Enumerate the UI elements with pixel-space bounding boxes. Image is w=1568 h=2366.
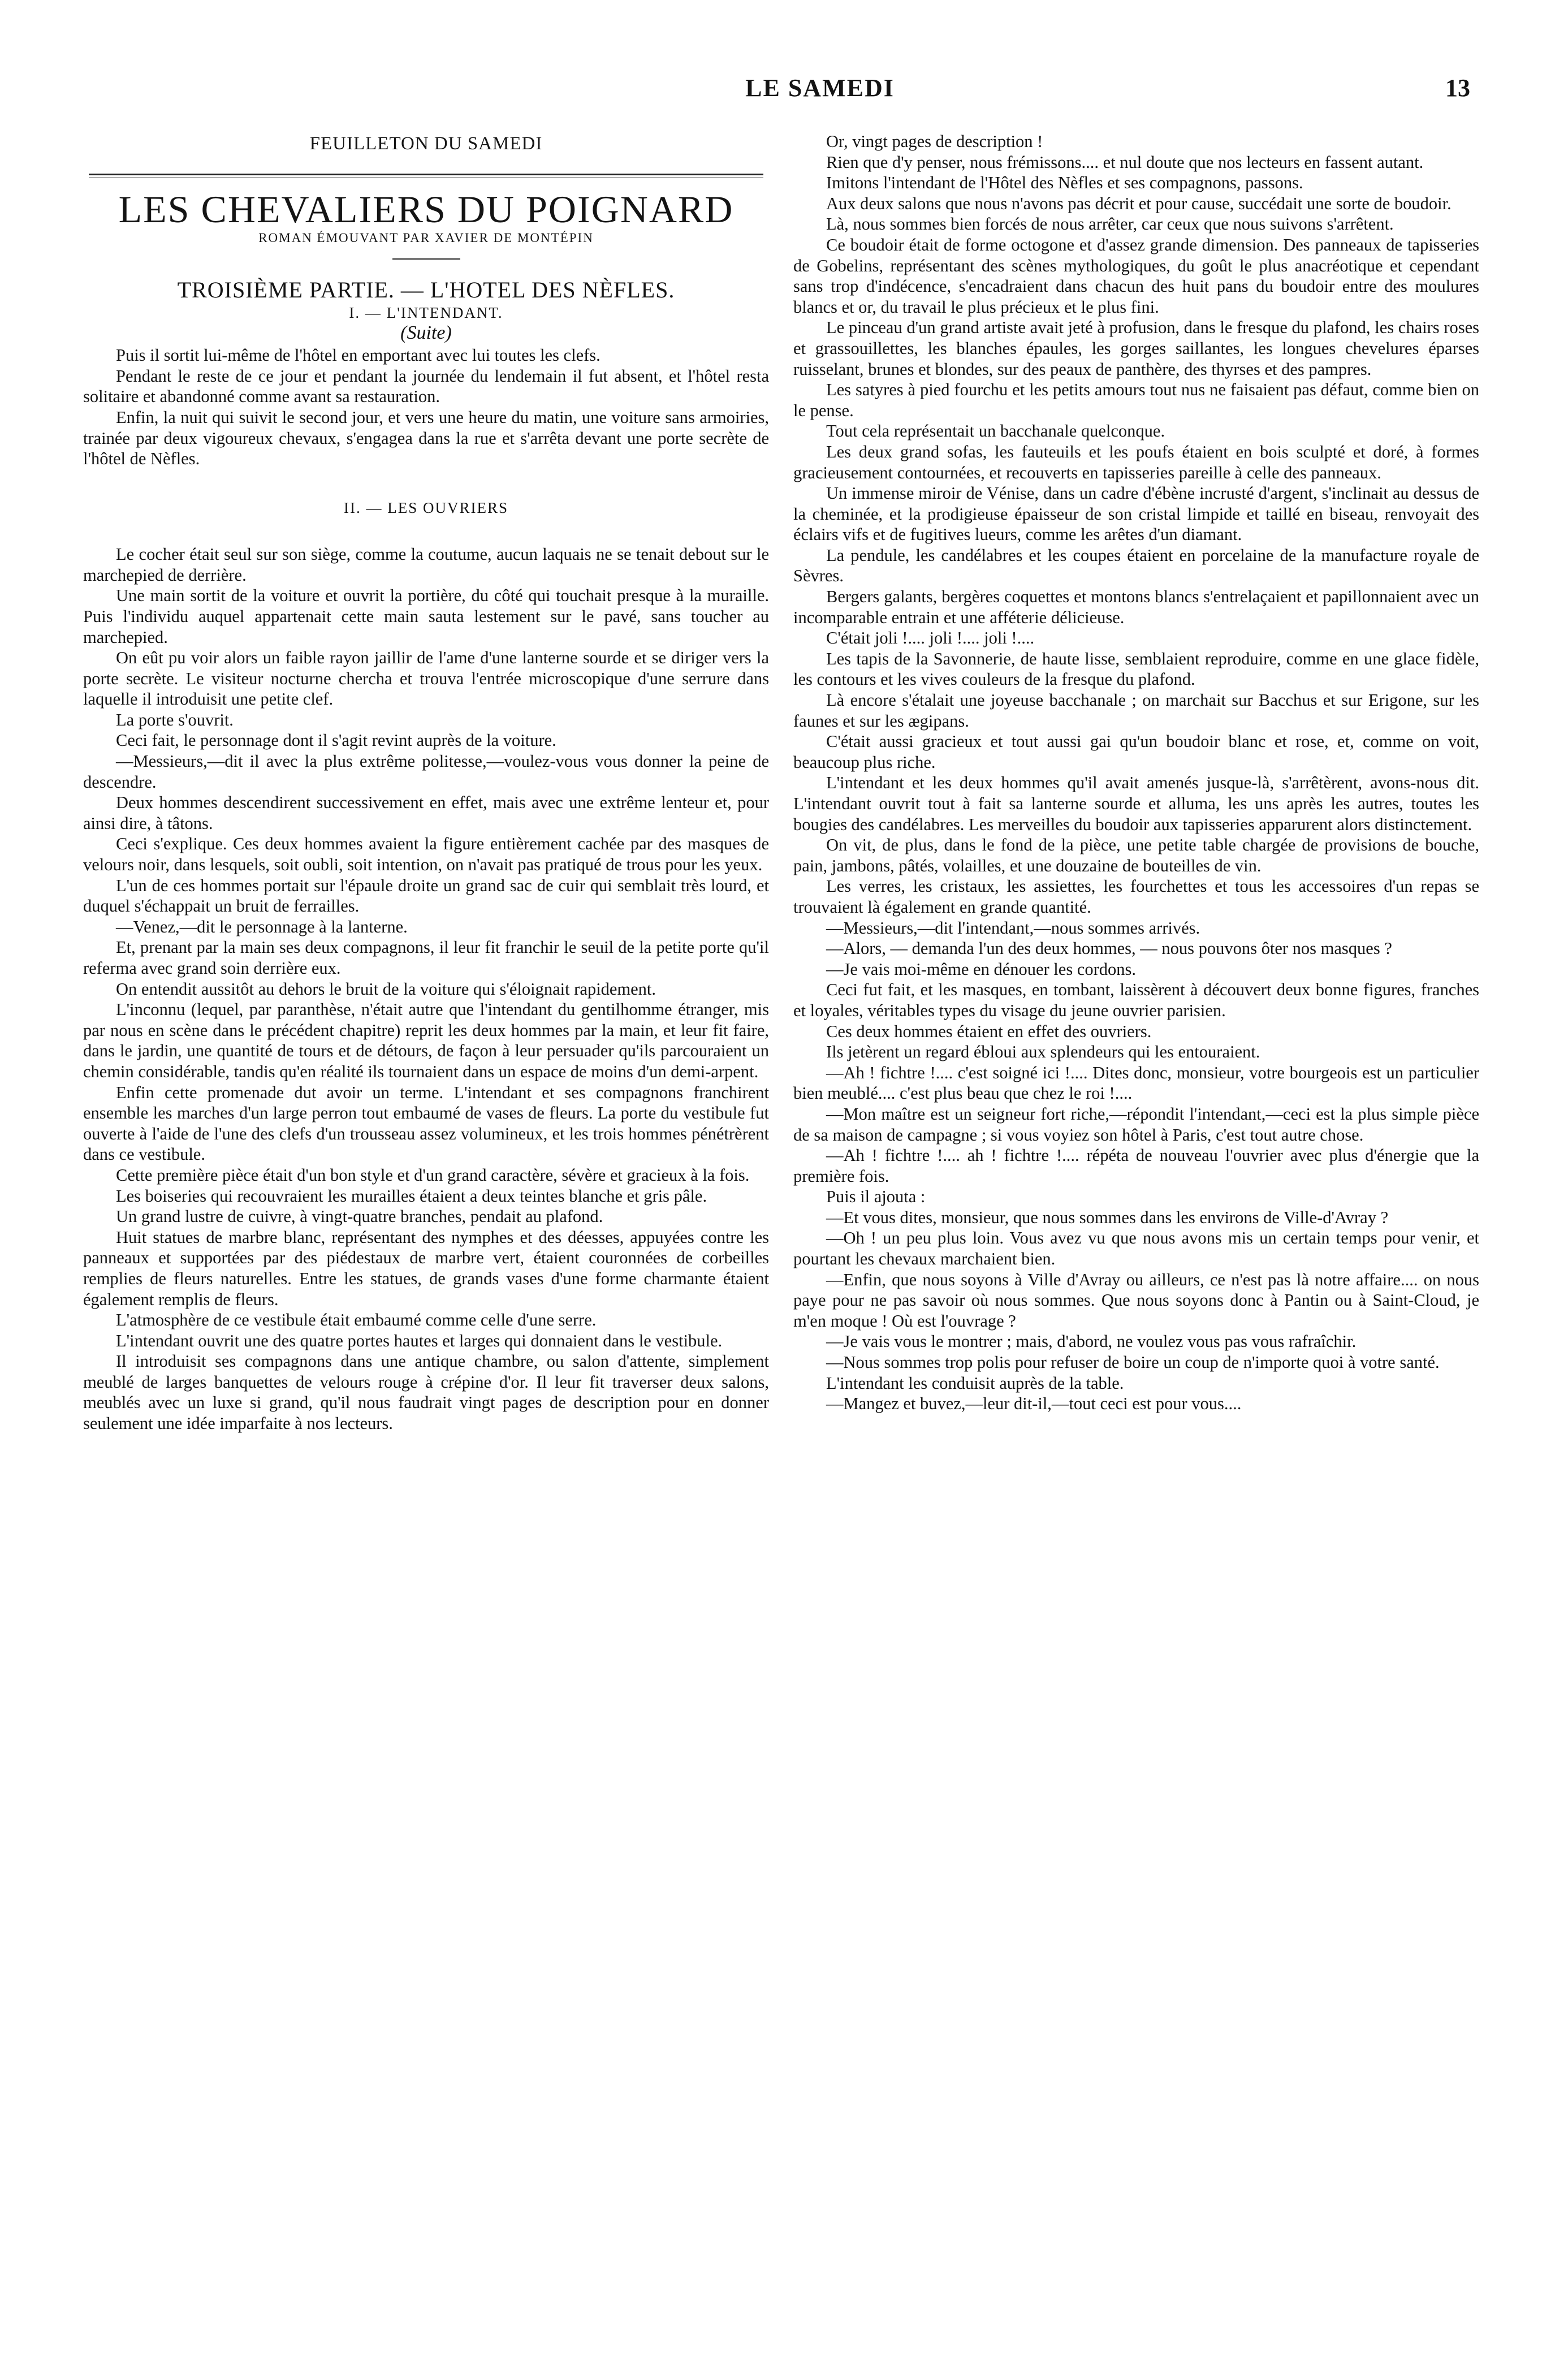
paragraph: Puis il sortit lui-même de l'hôtel en emportant avec lui toutes les clefs. <box>116 346 601 365</box>
paragraph: L'un de ces hommes portait sur l'épaule droite un grand sac de cuir qui semblait très lourd, et duquel s'échappait un bruit de ferrailles. <box>83 875 769 916</box>
chapter-two-heading: II. — LES OUVRIERS <box>344 499 508 516</box>
paragraph: —Messieurs,—dit il avec la plus extrême politesse,—voulez-vous vous donner la peine de descendre. <box>83 752 769 792</box>
feuilleton-heading: FEUILLETON DU SAMEDI <box>309 133 543 154</box>
paragraph: —Messieurs,—dit l'intendant,—nous sommes arrivés. <box>826 918 1200 938</box>
paragraph: Un immense miroir de Vénise, dans un cadre d'ébène incrusté d'argent, s'inclinait au dessus de la cheminée, et la prodigieuse épaisseur de son cristal limpide et taillé en biseau, renvoyait des éclairs vifs et de fugitives lueurs, comme les arêtes d'un diamant. <box>793 483 1479 545</box>
paragraph: Ils jetèrent un regard ébloui aux splendeurs qui les entouraient. <box>826 1042 1260 1062</box>
paragraph: —Mangez et buvez,—leur dit-il,—tout ceci est pour vous.... <box>826 1394 1242 1414</box>
paragraph: —Ah ! fichtre !.... ah ! fichtre !.... répéta de nouveau l'ouvrier avec plus d'énergie que la première fois. <box>793 1146 1479 1186</box>
novel-subtitle: ROMAN ÉMOUVANT PAR XAVIER DE MONTÉPIN <box>258 231 594 245</box>
paragraph: L'inconnu (lequel, par paranthèse, n'était autre que l'intendant du gentilhomme étranger, mis par nous en scène dans le précédent chapitre) reprit les deux hommes par la main, et leur fit faire, dans le jardin, une quantité de tours et de détours, de façon à leur persuader qu'ils parcouraient un chemin considérable, tandis qu'en réalité ils tournaient dans un espace de moins d'un demi-arpent. <box>83 1000 769 1081</box>
paragraph: Bergers galants, bergères coquettes et montons blancs s'entrelaçaient et papillonnaient avec un incomparable entrain et une afféterie délicieuse. <box>793 587 1479 627</box>
paragraph: Imitons l'intendant de l'Hôtel des Nèfles et ses compagnons, passons. <box>826 173 1303 193</box>
chapter-one-heading: I. — L'INTENDANT. <box>349 304 503 321</box>
paragraph: Enfin, la nuit qui suivit le second jour, et vers une heure du matin, une voiture sans armoiries, trainée par deux vigoureux chevaux, s'engagea dans la rue et s'arrêta devant une porte secrète de l'hôtel de Nèfles. <box>83 407 769 469</box>
novel-title: LES CHEVALIERS DU POIGNARD <box>118 187 734 231</box>
paragraph: Le pinceau d'un grand artiste avait jeté à profusion, dans le fresque du plafond, les chairs roses et grassouillettes, les blanches épaules, les gorges saillantes, les longues chevelures éparses ruisselant, brunes et blondes, sur des peaux de panthère, des thyrses et des pampres. <box>793 318 1479 379</box>
paragraph: Les satyres à pied fourchu et les petits amours tout nus ne faisaient pas défaut, comme bien on le pense. <box>793 380 1479 420</box>
paragraph: Les boiseries qui recouvraient les murailles étaient a deux teintes blanche et gris pâle. <box>116 1186 707 1206</box>
paragraph: Enfin cette promenade dut avoir un terme. L'intendant et ses compagnons franchirent ensemble les marches d'un large perron tout embaumé de vases de fleurs. La porte du vestibule fut ouverte à l'aide de l'une des clefs d'un trousseau assez volumineux, et les trois hommes pénétrèrent dans ce vestibule. <box>83 1082 769 1164</box>
paragraph: C'était aussi gracieux et tout aussi gai qu'un boudoir blanc et rose, et, comme on voit, beaucoup plus riche. <box>793 732 1479 772</box>
paragraph: L'intendant les conduisit auprès de la table. <box>826 1373 1124 1393</box>
paragraph: Ces deux hommes étaient en effet des ouvriers. <box>826 1021 1152 1041</box>
paragraph: Rien que d'y penser, nous frémissons.... et nul doute que nos lecteurs en fassent autant. <box>826 152 1424 172</box>
short-rule <box>392 258 460 260</box>
chapter-two-body <box>83 544 769 1434</box>
paragraph: Il introduisit ses compagnons dans une antique chambre, ou salon d'attente, simplement meublé de larges banquettes de velours rouge à crépine d'or. Il leur fit traverser deux salons, meublés avec un luxe si grand, qu'il nous faudrait vingt pages de description pour en donner seulement une idée imparfaite à nos lecteurs. <box>83 1352 769 1434</box>
paragraph: L'intendant ouvrit une des quatre portes hautes et larges qui donnaient dans le vestibule. <box>116 1331 723 1350</box>
paragraph: L'intendant et les deux hommes qu'il avait amenés jusque-là, s'arrêtèrent, avons-nous dit. L'intendant ouvrit tout à fait sa lanterne sourde et alluma, les uns après les autres, toutes les bougies des candélabres. Les merveilles du boudoir aux tapisseries apparurent alors distinctement. <box>793 773 1479 834</box>
paragraph: Les verres, les cristaux, les assiettes, les fourchettes et tous les accessoires d'un repas se trouvaient là également en grande quantité. <box>793 877 1479 917</box>
paragraph: Ceci s'explique. Ces deux hommes avaient la figure entièrement cachée par des masques de velours noir, dans lesquels, soit oubli, soit intention, on n'avait pas pratiqué de trous pour les yeux. <box>83 834 769 875</box>
right-column-body <box>793 131 1479 1414</box>
paragraph: Ce boudoir était de forme octogone et d'assez grande dimension. Des panneaux de tapisseries de Gobelins, représentant des scènes mythologiques, du goût le plus anacréotique et cependant sans trop d'indécence, s'encadraient dans chacun des huit pans du boudoir entre des moulures blancs et or, du travail le plus précieux et le plus fini. <box>793 235 1479 317</box>
paragraph: —Je vais moi-même en dénouer les cordons. <box>826 959 1137 979</box>
chapter-one-suite: (Suite) <box>400 322 452 344</box>
paragraph: Une main sortit de la voiture et ouvrit la portière, du côté qui touchait presque à la muraille. Puis l'individu auquel appartenait cette main sauta lestement sur le pavé, sans toucher au marchepied. <box>83 586 769 647</box>
paragraph: Cette première pièce était d'un bon style et d'un grand caractère, sévère et gracieux à la fois. <box>116 1165 750 1185</box>
page-number: 13 <box>1445 74 1470 102</box>
paragraph: L'atmosphère de ce vestibule était embaumé comme celle d'une serre. <box>116 1310 597 1330</box>
paragraph: Les deux grand sofas, les fauteuils et les poufs étaient en bois sculpté et doré, à formes gracieusement contournées, et recouverts en tapisseries pareille à celle des panneaux. <box>793 442 1479 482</box>
paragraph: —Mon maître est un seigneur fort riche,—répondit l'intendant,—ceci est la plus simple pièce de sa maison de campagne ; si vous voyiez son hôtel à Paris, c'est tout autre chose. <box>793 1104 1479 1145</box>
paragraph: —Et vous dites, monsieur, que nous sommes dans les environs de Ville-d'Avray ? <box>826 1207 1389 1227</box>
paragraph: Là encore s'étalait une joyeuse bacchanale ; on marchait sur Bacchus et sur Erigone, sur les faunes et sur les ægipans. <box>793 690 1479 731</box>
paragraph: Aux deux salons que nous n'avons pas décrit et pour cause, succédait une sorte de boudoir. <box>826 193 1452 213</box>
paragraph: C'était joli !.... joli !.... joli !.... <box>826 628 1035 648</box>
paragraph: Les tapis de la Savonnerie, de haute lisse, semblaient reproduire, comme en une glace fidèle, les contours et les vives couleurs de la fresque du plafond. <box>793 649 1479 689</box>
paragraph: Ceci fait, le personnage dont il s'agit revint auprès de la voiture. <box>116 731 556 750</box>
paragraph: Le cocher était seul sur son siège, comme la coutume, aucun laquais ne se tenait debout sur le marchepied de derrière. <box>83 545 769 585</box>
paragraph: —Alors, — demanda l'un des deux hommes, — nous pouvons ôter nos masques ? <box>826 939 1392 959</box>
paragraph: Or, vingt pages de description ! <box>826 132 1043 151</box>
paragraph: —Venez,—dit le personnage à la lanterne. <box>116 917 408 936</box>
paragraph: La porte s'ouvrit. <box>116 710 234 729</box>
paragraph: On entendit aussitôt au dehors le bruit de la voiture qui s'éloignait rapidement. <box>116 979 656 999</box>
paragraph: Un grand lustre de cuivre, à vingt-quatre branches, pendait au plafond. <box>116 1207 603 1227</box>
paragraph: Huit statues de marbre blanc, représentant des nymphes et des déesses, appuyées contre les panneaux et supportées par des piédestaux de marbre vert, étaient couronnées de corbeilles remplies de fleurs naturelles. Entre les statues, de grands vases d'une forme charmante étaient également remplis de fleurs. <box>83 1227 769 1309</box>
paragraph: La pendule, les candélabres et les coupes étaient en porcelaine de la manufacture royale de Sèvres. <box>793 545 1479 586</box>
right-column <box>793 131 1479 1414</box>
newspaper-title: LE SAMEDI <box>745 74 895 102</box>
paragraph: Puis il ajouta : <box>826 1187 926 1207</box>
paragraph: Tout cela représentait un bacchanale quelconque. <box>826 421 1165 441</box>
paragraph: Là, nous sommes bien forcés de nous arrêter, car ceux que nous suivons s'arrêtent. <box>826 214 1394 234</box>
paragraph: Pendant le reste de ce jour et pendant la journée du lendemain il fut absent, et l'hôtel resta solitaire et abandonné comme avant sa restauration. <box>83 366 769 407</box>
paragraph: —Enfin, que nous soyons à Ville d'Avray ou ailleurs, ce n'est pas là notre affaire.... on nous paye pour ne pas savoir où nous sommes. Que nous soyons donc à Pantin ou à Saint-Cloud, je m'en moque ! Où est l'ouvrage ? <box>793 1270 1479 1331</box>
paragraph: On eût pu voir alors un faible rayon jaillir de l'ame d'une lanterne sourde et se diriger vers la porte secrète. Le visiteur nocturne chercha et trouva l'entrée microscopique d'une serrure dans laquelle il introduisit une petite clef. <box>83 648 769 709</box>
part-heading: TROISIÈME PARTIE. — L'HOTEL DES NÈFLES. <box>177 277 675 303</box>
paragraph: Deux hommes descendirent successivement en effet, mais avec une extrême lenteur et, pour ainsi dire, à tâtons. <box>83 793 769 833</box>
double-rule <box>89 174 763 178</box>
paragraph: —Je vais vous le montrer ; mais, d'abord, ne voulez vous pas vous rafraîchir. <box>826 1332 1357 1352</box>
left-column <box>83 133 769 1434</box>
paragraph: Et, prenant par la main ses deux compagnons, il leur fit franchir le seuil de la petite porte qu'il referma avec grand soin derrière eux. <box>83 938 769 978</box>
spacer <box>83 469 769 499</box>
paragraph: —Nous sommes trop polis pour refuser de boire un coup de n'importe quoi à votre santé. <box>826 1353 1440 1372</box>
chapter-one-body <box>83 345 769 469</box>
paragraph: On vit, de plus, dans le fond de la pièce, une petite table chargée de provisions de bouche, pain, jambons, pâtés, volailles, et une douzaine de bouteilles de vin. <box>793 835 1479 875</box>
paragraph: —Oh ! un peu plus loin. Vous avez vu que nous avons mis un certain temps pour venir, et pourtant les chevaux marchaient bien. <box>793 1228 1479 1269</box>
paragraph: Ceci fut fait, et les masques, en tombant, laissèrent à découvert deux bonne figures, franches et loyales, véritables types du visage du jeune ouvrier parisien. <box>793 980 1479 1020</box>
spacer <box>83 517 769 544</box>
paragraph: —Ah ! fichtre !.... c'est soigné ici !.... Dites donc, monsieur, votre bourgeois est un particulier bien meublé.... c'est plus beau que chez le roi !.... <box>793 1063 1479 1103</box>
page-header <box>170 74 1470 107</box>
